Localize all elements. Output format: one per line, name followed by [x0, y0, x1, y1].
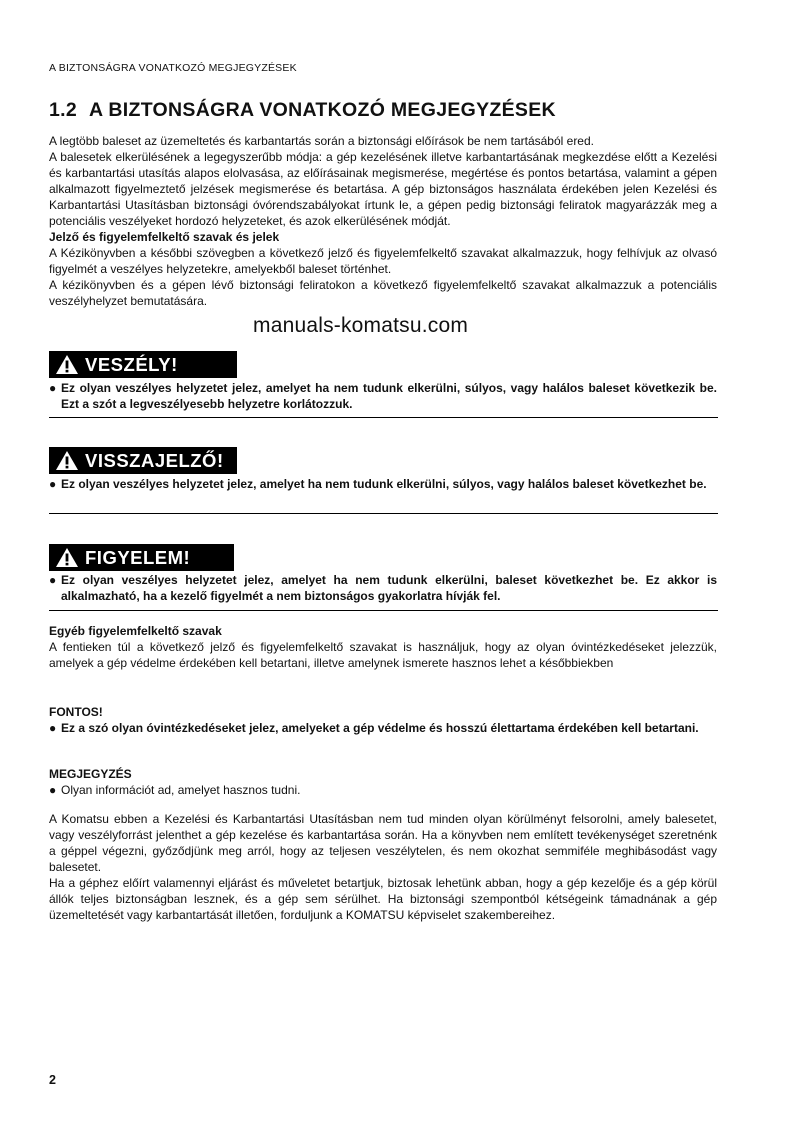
danger-text: Ez olyan veszélyes helyzetet jelez, amelyet ha nem tudunk elkerülni, súlyos, vagy halálos baleset következik be. Ezt a szót a legveszélyesebb helyzetre korlátozzuk. [61, 381, 717, 411]
warning-triangle-icon [55, 354, 79, 375]
danger-text-block [49, 380, 717, 412]
running-header: A BIZTONSÁGRA VONATKOZÓ MEGJEGYZÉSEK [49, 62, 297, 74]
caution-label: FIGYELEM! [85, 546, 191, 568]
caution-text-block [49, 572, 717, 604]
section-number: 1.2 [49, 99, 78, 121]
section-title-text: A BIZTONSÁGRA VONATKOZÓ MEGJEGYZÉSEK [89, 99, 556, 121]
watermark: manuals-komatsu.com [253, 314, 469, 337]
closing-paragraph-1: A Komatsu ebben a Kezelési és Karbantartási Utasításban nem tud minden olyan körülményt felsorolni, amely balesetet, vagy veszélyforrást jelenthet a gép kezelése és karbantartása során. Ha a könyvben nem említett tevékenységet szeretnénk a géppel végezni, győződjünk meg arról, hogy az teljesen veszélytelen, és nem okozhat semmiféle meghibásodást vagy balesetet. [49, 812, 717, 874]
other-words-heading: Egyéb figyelemfelkeltő szavak [49, 624, 222, 638]
warning-text-block [49, 476, 717, 492]
warning-label: VISSZAJELZŐ! [85, 449, 224, 471]
other-words-paragraph: A fentieken túl a következő jelző és figyelemfelkeltő szavakat is használjuk, hogy az olyan óvintézkedéseket jelezzük, amelyek a gép védelme érdekében kell betartani, illetve amelynek ismerete hasznos lehet a későbbiekben [49, 640, 717, 670]
warning-triangle-icon [55, 547, 79, 568]
divider [49, 417, 718, 418]
important-text: Ez a szó olyan óvintézkedéseket jelez, amelyeket a gép védelme és hosszú élettartama érdekében kell betartani. [61, 721, 699, 735]
warning-triangle-icon [55, 450, 79, 471]
closing-block [49, 811, 717, 923]
note-label: MEGJEGYZÉS [49, 767, 132, 781]
caution-text: Ez olyan veszélyes helyzetet jelez, amelyet ha nem tudunk elkerülni, baleset következhet be. Ez akkor is alkalmazható, ha a kezelő figyelmét a nem biztonságos gyakorlatra hívják fel. [61, 573, 717, 603]
warning-text: Ez olyan veszélyes helyzetet jelez, amelyet ha nem tudunk elkerülni, súlyos, vagy halálos baleset következhet be. [61, 477, 707, 491]
section-title [49, 99, 556, 122]
signal-words-heading: Jelző és figyelemfelkeltő szavak és jelek [49, 230, 280, 244]
intro-paragraph-2: A balesetek elkerülésének a legegyszerűbb módja: a gép kezelésének illetve karbantartásának megkezdése előtt a Kezelési és karbantartási utasítás alapos elolvasása, az előírásainak megismerése, megértése és pontos betartása, valamint a gépen alkalmazott figyelmeztető jelzések megismerése és betartása. A gép biztonságos használata érdekében jelen Kezelési és Karbantartási Utasításban biztonsági óvórendszabályokat írtunk le, a gépen pedig biztonsági feliratok magyarázzák meg a potenciális veszélyeket hordozó helyzeteket, és azok elkerülésének módját. [49, 150, 717, 228]
bullet-icon: ● [49, 477, 57, 491]
danger-label: VESZÉLY! [85, 353, 178, 375]
danger-badge [49, 351, 237, 378]
divider [49, 513, 718, 514]
signal-words-paragraph-1: A Kézikönyvben a későbbi szövegben a következő jelző és figyelemfelkeltő szavakat alkalmazzuk, hogy felhívjuk az olvasó figyelmét a veszélyes helyzetekre, amelyekből baleset történhet. [49, 246, 717, 276]
page-number: 2 [49, 1073, 56, 1087]
important-label: FONTOS! [49, 705, 103, 719]
signal-words-paragraph-2: A kézikönyvben és a gépen lévő biztonsági feliratokon a következő figyelemfelkeltő szavakat alkalmazzuk a potenciális veszélyhelyzet bemutatására. [49, 278, 717, 308]
warning-badge [49, 447, 237, 474]
note-text: Olyan információt ad, amelyet hasznos tudni. [61, 783, 301, 797]
note-block [49, 766, 717, 798]
divider [49, 610, 718, 611]
bullet-icon: ● [49, 721, 57, 735]
important-block [49, 704, 717, 736]
closing-paragraph-2: Ha a géphez előírt valamennyi eljárást és műveletet betartjuk, biztosak lehetünk abban, hogy a gép kezelője és a gép körül állók teljes biztonságban lesznek, és a gép sem sérülhet. Ha biztonsági szempontból kétségeink támadnának a gép üzemeltetését vagy karbantartását illetően, forduljunk a KOMATSU képviselet szakembereihez. [49, 876, 717, 922]
bullet-icon: ● [49, 783, 57, 797]
intro-block [49, 133, 717, 309]
bullet-icon: ● [49, 573, 57, 587]
caution-badge [49, 544, 234, 571]
intro-paragraph-1: A legtöbb baleset az üzemeltetés és karbantartás során a biztonsági előírások be nem tartásából ered. [49, 134, 594, 148]
other-words-block [49, 623, 717, 671]
bullet-icon: ● [49, 381, 57, 395]
